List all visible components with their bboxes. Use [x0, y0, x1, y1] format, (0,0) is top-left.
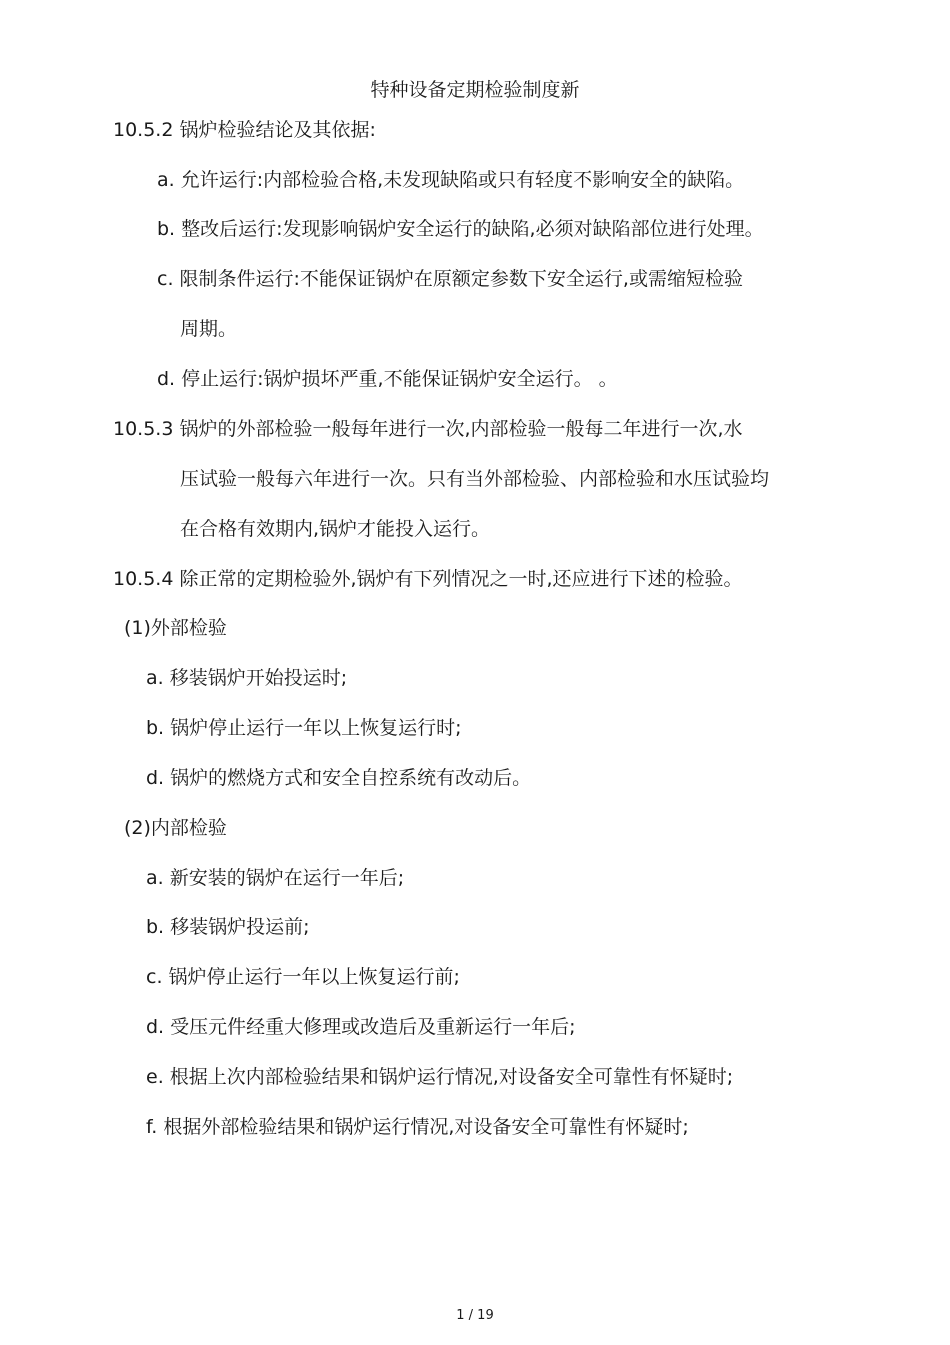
list-item: d. 停止运行:锅炉损坏严重,不能保证锅炉安全运行。 。: [157, 368, 618, 390]
list-item: b. 锅炉停止运行一年以上恢复运行时;: [146, 717, 462, 739]
page-title: 特种设备定期检验制度新: [370, 79, 580, 101]
list-item-continuation: 周期。: [180, 318, 238, 340]
section-10-5-3-paragraph: 10.5.3 锅炉的外部检验一般每年进行一次,内部检验一般每二年进行一次,水: [113, 418, 743, 440]
section-10-5-4-paragraph: 10.5.4 除正常的定期检验外,锅炉有下列情况之一时,还应进行下述的检验。: [113, 568, 743, 590]
list-item: c. 限制条件运行:不能保证锅炉在原额定参数下安全运行,或需缩短检验: [157, 268, 743, 290]
list-item: a. 移装锅炉开始投运时;: [146, 667, 348, 689]
page-number: 1 / 19: [456, 1308, 494, 1323]
list-item: b. 整改后运行:发现影响锅炉安全运行的缺陷,必须对缺陷部位进行处理。: [157, 218, 764, 240]
list-item: a. 新安装的锅炉在运行一年后;: [146, 867, 405, 889]
list-item: d. 受压元件经重大修理或改造后及重新运行一年后;: [146, 1016, 576, 1038]
list-item: e. 根据上次内部检验结果和锅炉运行情况,对设备安全可靠性有怀疑时;: [146, 1066, 734, 1088]
list-item: a. 允许运行:内部检验合格,未发现缺陷或只有轻度不影响安全的缺陷。: [157, 169, 745, 191]
list-item: d. 锅炉的燃烧方式和安全自控系统有改动后。: [146, 767, 532, 789]
list-item: c. 锅炉停止运行一年以上恢复运行前;: [146, 966, 460, 988]
subsection-heading-external-inspection: (1)外部检验: [124, 617, 227, 639]
subsection-heading-internal-inspection: (2)内部检验: [124, 817, 227, 839]
list-item: f. 根据外部检验结果和锅炉运行情况,对设备安全可靠性有怀疑时;: [146, 1116, 689, 1138]
list-item: b. 移装锅炉投运前;: [146, 916, 310, 938]
paragraph-continuation: 在合格有效期内,锅炉才能投入运行。: [180, 518, 491, 540]
paragraph-continuation: 压试验一般每六年进行一次。只有当外部检验、内部检验和水压试验均: [180, 468, 770, 490]
section-10-5-2-heading: 10.5.2 锅炉检验结论及其依据:: [113, 119, 376, 141]
